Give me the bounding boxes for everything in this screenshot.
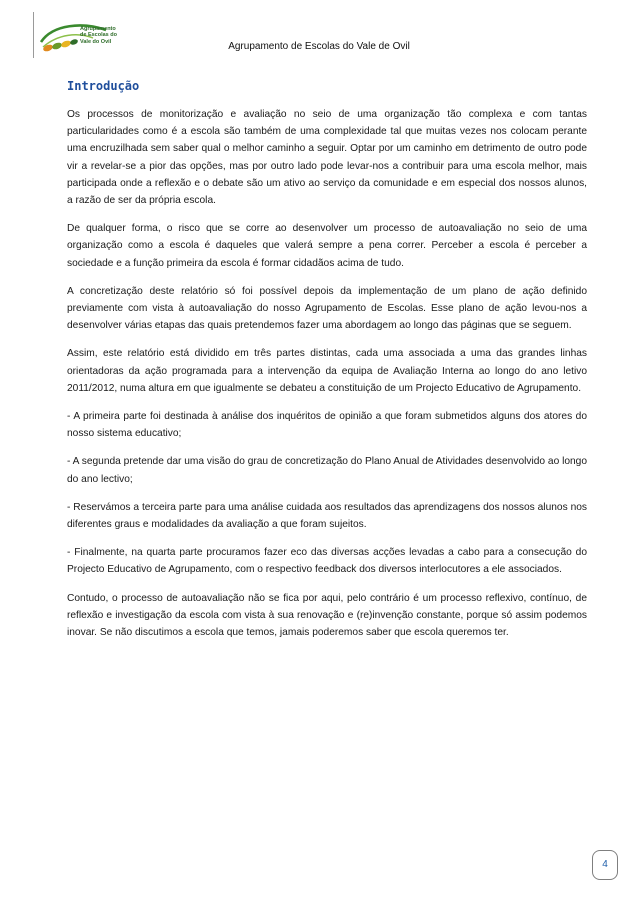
paragraph: Contudo, o processo de autoavaliação não se fica por aqui, pelo contrário é um processo reflexivo, contínuo, de reflexão e investigação da escola com vista à sua renovação e (re)invenção constante, porque só assim podemos inovar. Se não discutimos a escola que temos, jamais poderemos saber que escola queremos ter.	[67, 592, 587, 639]
logo-wordmark: Agrupamento de Escolas do Vale do Ovil	[80, 26, 117, 45]
document-header-title: Agrupamento de Escolas do Vale de Ovil	[228, 41, 410, 52]
section-heading: Introdução	[67, 79, 140, 93]
page-number: 4	[602, 859, 608, 870]
paragraph: A concretização deste relatório só foi possível depois da implementação de um plano de ação definido previamente com vista à autoavaliação do nosso Agrupamento de Escolas. Esse plano de ação levou-nos a desenvolver várias etapas das quais pretendemos fazer uma abordagem ao longo das páginas que se seguem.	[67, 285, 587, 332]
paragraph: Os processos de monitorização e avaliação no seio de uma organização tão complexa e com tantas particularidades como é a escola são também de uma complexidade tal que muitas vezes nos colocam perante uma encruzilhada sem saber qual o melhor caminho a seguir. Optar por um caminho em detrimento de outro pode vir a revelar-se a pior das opções, mas por outro lado pode levar-nos a contribuir para uma escola melhor, mais participada onde a reflexão e o debate são um ativo ao serviço da comunidade e em especial dos nossos alunos, a razão de ser da própria escola.	[67, 109, 587, 207]
paragraph: Assim, este relatório está dividido em três partes distintas, cada uma associada a uma das grandes linhas orientadoras da ação programada para a intervenção da equipa de Avaliação Interna ao longo do ano letivo 2011/2012, numa altura em que igualmente se debateu a constituição de um Projecto Educativo de Agrupamento.	[67, 348, 587, 394]
paragraph: - Reservámos a terceira parte para uma análise cuidada aos resultados das aprendizagens dos nossos alunos nos diferentes graus e modalidades da avaliação a que foram sujeitos.	[67, 501, 587, 531]
paragraph: - A primeira parte foi destinada à análise dos inquéritos de opinião a que foram submetidos alguns dos atores do nosso sistema educativo;	[67, 411, 587, 440]
body-text	[67, 106, 587, 652]
paragraph: - A segunda pretende dar uma visão do grau de concretização do Plano Anual de Atividades desenvolvido ao longo do ano lectivo;	[67, 456, 587, 485]
page-number-badge	[592, 850, 618, 880]
paragraph: De qualquer forma, o risco que se corre ao desenvolver um processo de autoavaliação no seio de uma organização como a escola é daqueles que valerá sempre a pena correr. Perceber a escola é perceber a sociedade e a função primeira da escola é formar cidadãos acima de tudo.	[67, 223, 587, 269]
paragraph: - Finalmente, na quarta parte procuramos fazer eco das diversas acções levadas a cabo para a consecução do Projecto Educativo de Agrupamento, com o respectivo feedback dos diversos interlocutores a ele associados.	[67, 547, 587, 576]
